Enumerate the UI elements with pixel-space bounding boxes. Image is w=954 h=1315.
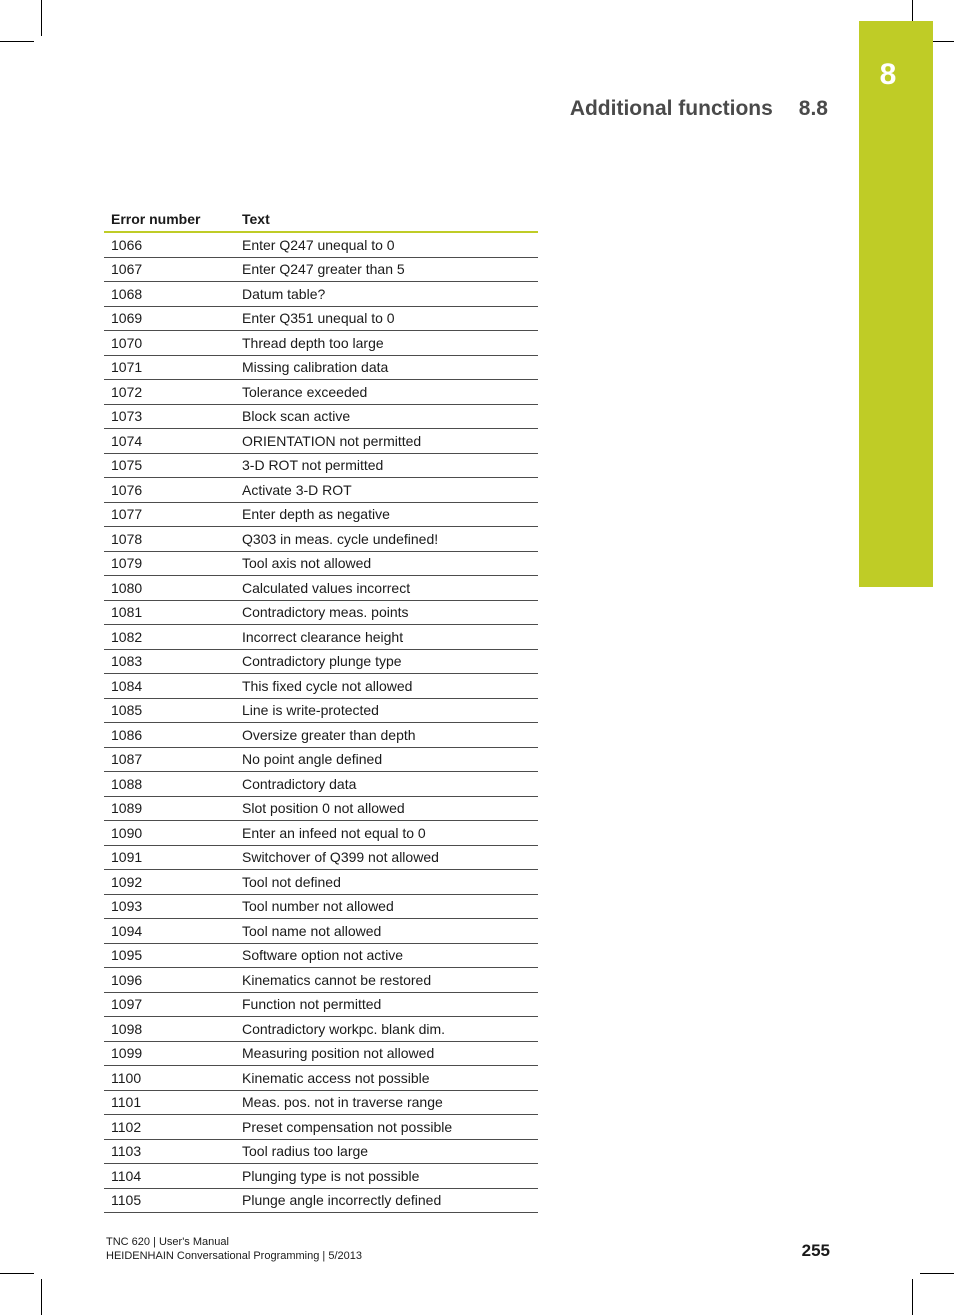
error-number-cell: 1104	[104, 1164, 235, 1189]
error-number-cell: 1066	[104, 232, 235, 257]
table-row	[104, 478, 538, 503]
table-row	[104, 1041, 538, 1066]
error-text-cell: Slot position 0 not allowed	[235, 796, 538, 821]
error-number-cell: 1075	[104, 453, 235, 478]
error-number-cell: 1089	[104, 796, 235, 821]
error-number-cell: 1083	[104, 649, 235, 674]
table-row	[104, 1017, 538, 1042]
table-row	[104, 600, 538, 625]
table-row	[104, 306, 538, 331]
table-row	[104, 1139, 538, 1164]
error-number-cell: 1090	[104, 821, 235, 846]
error-number-cell: 1068	[104, 282, 235, 307]
error-text-cell: Tool axis not allowed	[235, 551, 538, 576]
error-number-cell: 1095	[104, 943, 235, 968]
crop-mark	[920, 1273, 954, 1274]
table-row	[104, 674, 538, 699]
error-number-cell: 1074	[104, 429, 235, 454]
table-header-row	[104, 207, 538, 232]
error-text-cell: Measuring position not allowed	[235, 1041, 538, 1066]
table-row	[104, 870, 538, 895]
error-text-cell: Tool not defined	[235, 870, 538, 895]
error-text-cell: Oversize greater than depth	[235, 723, 538, 748]
error-text-cell: Kinematic access not possible	[235, 1066, 538, 1091]
error-number-cell: 1072	[104, 380, 235, 405]
header-title: Additional functions	[569, 97, 773, 120]
error-number-cell: 1097	[104, 992, 235, 1017]
table-row	[104, 1066, 538, 1091]
error-number-cell: 1071	[104, 355, 235, 380]
table-row	[104, 404, 538, 429]
table-row	[104, 257, 538, 282]
error-text-cell: Calculated values incorrect	[235, 576, 538, 601]
table-row	[104, 355, 538, 380]
chapter-tab	[859, 21, 933, 587]
table-body	[104, 232, 538, 1213]
header-section: 8.8	[798, 97, 828, 120]
error-text-cell: Contradictory meas. points	[235, 600, 538, 625]
error-text-cell: Contradictory plunge type	[235, 649, 538, 674]
error-text-cell: Thread depth too large	[235, 331, 538, 356]
table-row	[104, 625, 538, 650]
error-text-cell: Enter depth as negative	[235, 502, 538, 527]
table-row	[104, 551, 538, 576]
table-row	[104, 968, 538, 993]
error-text-cell: Incorrect clearance height	[235, 625, 538, 650]
footer-line-2: HEIDENHAIN Conversational Programming | 5/2013	[106, 1250, 362, 1262]
error-text-cell: Contradictory data	[235, 772, 538, 797]
table-row	[104, 796, 538, 821]
error-number-cell: 1084	[104, 674, 235, 699]
error-text-cell: Contradictory workpc. blank dim.	[235, 1017, 538, 1042]
error-number-cell: 1091	[104, 845, 235, 870]
table-row	[104, 698, 538, 723]
chapter-number: 8	[879, 58, 897, 91]
error-text-cell: Q303 in meas. cycle undefined!	[235, 527, 538, 552]
error-text-cell: Function not permitted	[235, 992, 538, 1017]
table-row	[104, 453, 538, 478]
error-number-cell: 1070	[104, 331, 235, 356]
error-text-cell: Plunge angle incorrectly defined	[235, 1188, 538, 1213]
error-text-cell: Preset compensation not possible	[235, 1115, 538, 1140]
error-number-cell: 1076	[104, 478, 235, 503]
table-row	[104, 1164, 538, 1189]
error-number-cell: 1078	[104, 527, 235, 552]
error-text-cell: Tool number not allowed	[235, 894, 538, 919]
error-number-cell: 1079	[104, 551, 235, 576]
table-row	[104, 232, 538, 257]
crop-mark	[41, 0, 42, 36]
table-row	[104, 649, 538, 674]
running-header	[570, 97, 828, 121]
error-number-cell: 1082	[104, 625, 235, 650]
footer-line-1: TNC 620 | User's Manual	[106, 1236, 229, 1248]
error-text-cell: No point angle defined	[235, 747, 538, 772]
footer	[106, 1235, 362, 1263]
table-row	[104, 527, 538, 552]
table-row	[104, 576, 538, 601]
table-row	[104, 894, 538, 919]
table-row	[104, 380, 538, 405]
error-number-cell: 1099	[104, 1041, 235, 1066]
column-header-text: Text	[235, 207, 538, 232]
table-row	[104, 992, 538, 1017]
crop-mark	[41, 1279, 42, 1315]
table-row	[104, 845, 538, 870]
error-text-cell: Switchover of Q399 not allowed	[235, 845, 538, 870]
error-number-cell: 1100	[104, 1066, 235, 1091]
table-row	[104, 772, 538, 797]
error-number-cell: 1077	[104, 502, 235, 527]
error-number-cell: 1073	[104, 404, 235, 429]
column-header-error-number: Error number	[104, 207, 235, 232]
error-number-cell: 1102	[104, 1115, 235, 1140]
error-text-cell: Tool radius too large	[235, 1139, 538, 1164]
error-number-cell: 1069	[104, 306, 235, 331]
error-text-cell: Missing calibration data	[235, 355, 538, 380]
table-row	[104, 502, 538, 527]
error-text-cell: Plunging type is not possible	[235, 1164, 538, 1189]
table-row	[104, 429, 538, 454]
error-text-cell: Tool name not allowed	[235, 919, 538, 944]
error-text-cell: Software option not active	[235, 943, 538, 968]
error-number-cell: 1067	[104, 257, 235, 282]
error-number-cell: 1098	[104, 1017, 235, 1042]
error-number-cell: 1087	[104, 747, 235, 772]
error-text-cell: Kinematics cannot be restored	[235, 968, 538, 993]
table-row	[104, 747, 538, 772]
error-number-cell: 1080	[104, 576, 235, 601]
page-number: 255	[801, 1241, 830, 1260]
error-text-cell: This fixed cycle not allowed	[235, 674, 538, 699]
error-number-cell: 1093	[104, 894, 235, 919]
crop-mark	[0, 41, 34, 42]
error-text-cell: Enter Q247 unequal to 0	[235, 232, 538, 257]
table-row	[104, 1188, 538, 1213]
error-text-cell: Enter an infeed not equal to 0	[235, 821, 538, 846]
error-number-cell: 1096	[104, 968, 235, 993]
table-row	[104, 331, 538, 356]
error-text-cell: ORIENTATION not permitted	[235, 429, 538, 454]
table-row	[104, 943, 538, 968]
error-text-cell: Activate 3-D ROT	[235, 478, 538, 503]
error-number-cell: 1085	[104, 698, 235, 723]
error-number-cell: 1105	[104, 1188, 235, 1213]
table-row	[104, 1090, 538, 1115]
table-row	[104, 723, 538, 748]
error-number-cell: 1101	[104, 1090, 235, 1115]
error-text-cell: Enter Q351 unequal to 0	[235, 306, 538, 331]
error-number-cell: 1088	[104, 772, 235, 797]
table-row	[104, 282, 538, 307]
table-row	[104, 919, 538, 944]
error-number-cell: 1086	[104, 723, 235, 748]
error-text-cell: Line is write-protected	[235, 698, 538, 723]
error-text-cell: Datum table?	[235, 282, 538, 307]
error-text-cell: Block scan active	[235, 404, 538, 429]
error-number-cell: 1092	[104, 870, 235, 895]
error-text-cell: 3-D ROT not permitted	[235, 453, 538, 478]
error-text-cell: Meas. pos. not in traverse range	[235, 1090, 538, 1115]
error-number-cell: 1094	[104, 919, 235, 944]
error-text-cell: Enter Q247 greater than 5	[235, 257, 538, 282]
table-row	[104, 1115, 538, 1140]
error-table	[104, 207, 538, 1213]
crop-mark	[0, 1273, 34, 1274]
table-row	[104, 821, 538, 846]
error-text-cell: Tolerance exceeded	[235, 380, 538, 405]
error-number-cell: 1081	[104, 600, 235, 625]
error-number-cell: 1103	[104, 1139, 235, 1164]
crop-mark	[912, 1279, 913, 1315]
